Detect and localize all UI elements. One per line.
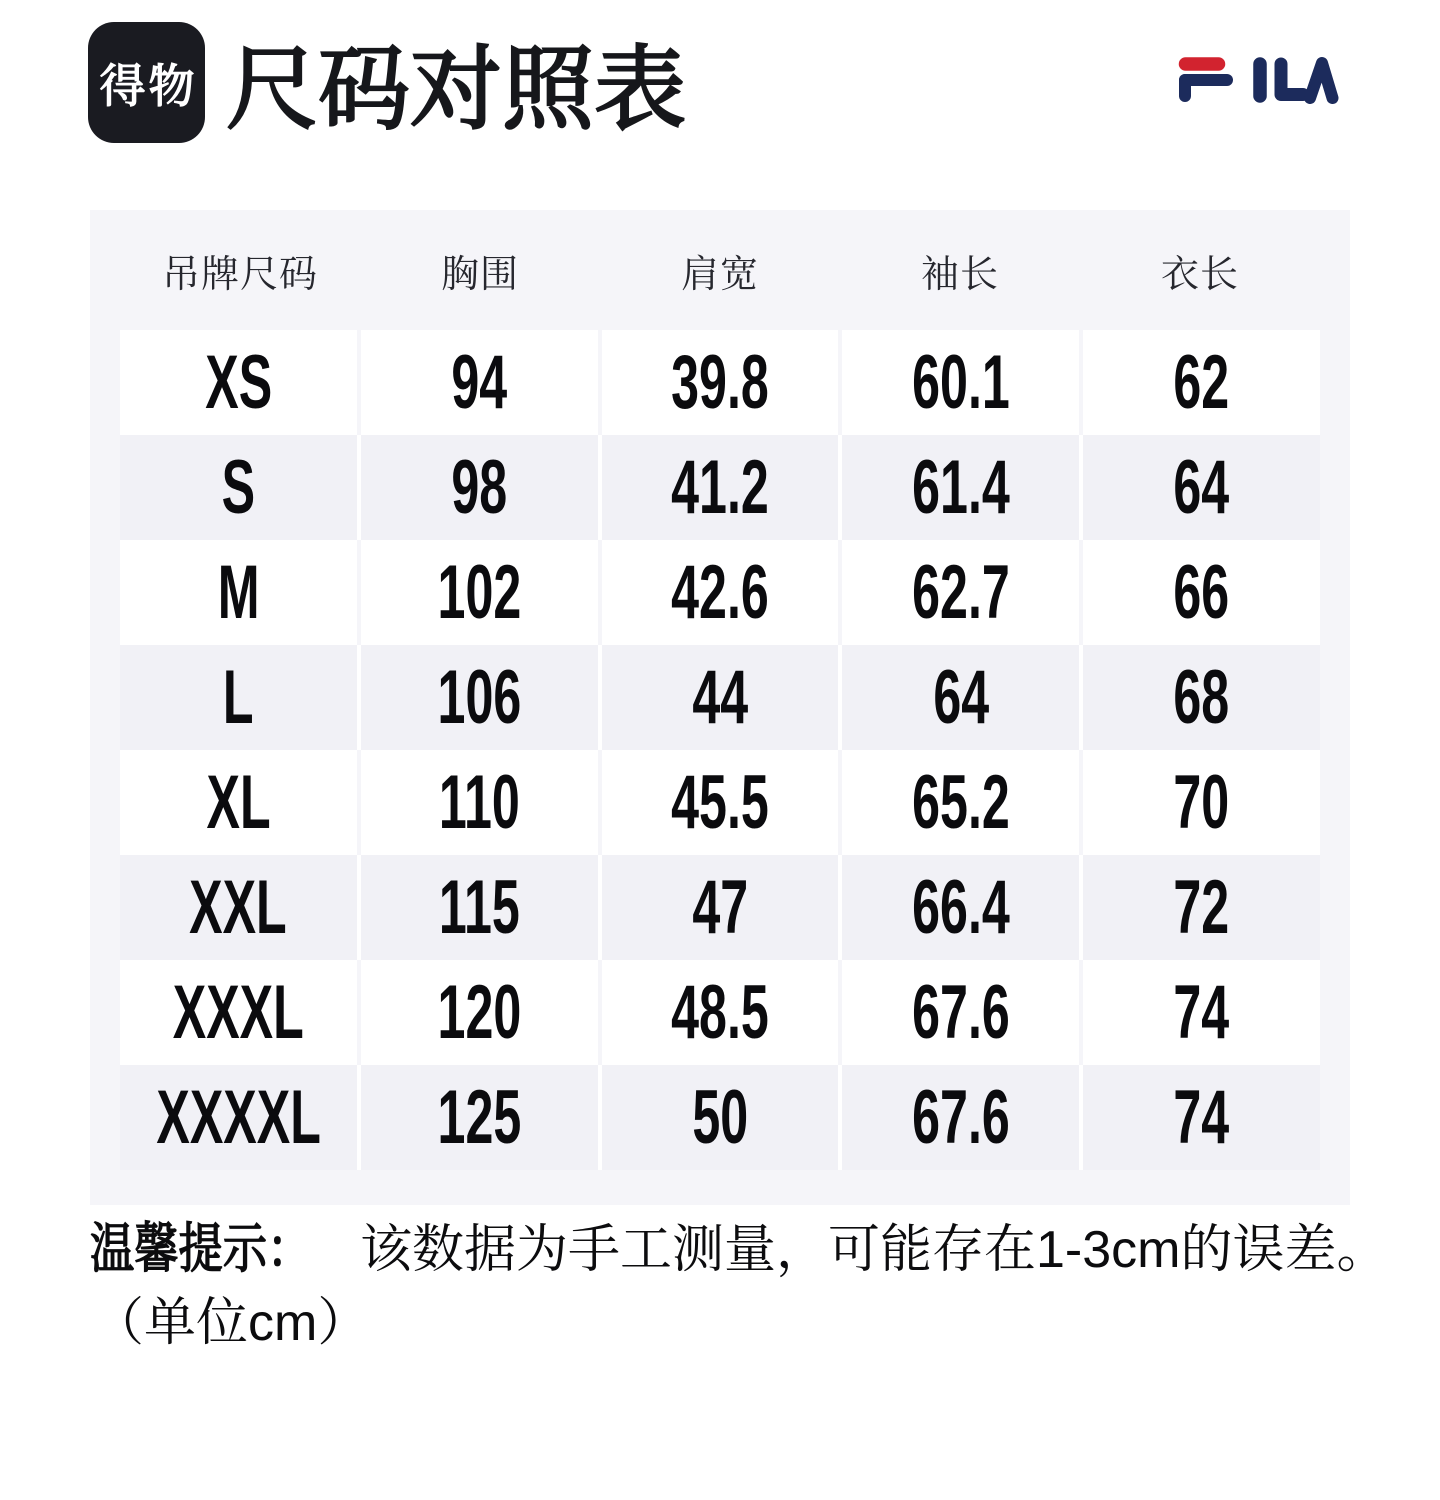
cell-size: S	[120, 435, 357, 540]
cell-sleeve: 67.6	[842, 960, 1079, 1065]
cell-length: 66	[1083, 540, 1320, 645]
cell-sleeve: 60.1	[842, 330, 1079, 435]
cell-shoulder: 47	[602, 855, 839, 960]
cell-shoulder: 48.5	[602, 960, 839, 1065]
cell-size: XXXXL	[120, 1065, 357, 1170]
cell-length: 72	[1083, 855, 1320, 960]
cell-shoulder: 45.5	[602, 750, 839, 855]
note-text: 该数据为手工测量，可能存在1-3cm的误差。	[360, 1221, 1389, 1279]
table-row-xxxxl	[120, 1065, 1320, 1170]
measurement-note	[90, 1218, 1388, 1281]
fila-logo	[1177, 56, 1340, 109]
cell-length: 62	[1083, 330, 1320, 435]
table-row-xl	[120, 750, 1320, 855]
cell-chest: 120	[361, 960, 598, 1065]
cell-size: XXL	[120, 855, 357, 960]
column-header-chest: 胸围	[440, 253, 519, 296]
table-row-s	[120, 435, 1320, 540]
cell-chest: 102	[361, 540, 598, 645]
table-row-xxxl	[120, 960, 1320, 1065]
table-row-m	[120, 540, 1320, 645]
cell-sleeve: 61.4	[842, 435, 1079, 540]
cell-sleeve: 65.2	[842, 750, 1079, 855]
cell-size: XXXL	[120, 960, 357, 1065]
cell-chest: 94	[361, 330, 598, 435]
cell-chest: 106	[361, 645, 598, 750]
cell-chest: 125	[361, 1065, 598, 1170]
cell-length: 74	[1083, 960, 1320, 1065]
cell-sleeve: 62.7	[842, 540, 1079, 645]
cell-chest: 98	[361, 435, 598, 540]
cell-length: 64	[1083, 435, 1320, 540]
cell-size: M	[120, 540, 357, 645]
dewu-logo-text: 得物	[99, 59, 198, 112]
column-header-shoulder: 肩宽	[680, 253, 759, 296]
dewu-logo	[88, 22, 205, 143]
cell-chest: 115	[361, 855, 598, 960]
cell-length: 70	[1083, 750, 1320, 855]
page-title: 尺码对照表	[226, 39, 687, 141]
cell-shoulder: 50	[602, 1065, 839, 1170]
cell-shoulder: 44	[602, 645, 839, 750]
cell-shoulder: 39.8	[602, 330, 839, 435]
cell-shoulder: 41.2	[602, 435, 839, 540]
cell-size: XL	[120, 750, 357, 855]
fila-logo-icon	[1177, 56, 1340, 104]
cell-length: 68	[1083, 645, 1320, 750]
size-table-header-row	[120, 210, 1320, 330]
column-header-tag-size: 吊牌尺码	[161, 253, 318, 296]
cell-chest: 110	[361, 750, 598, 855]
unit-note: （单位cm）	[92, 1294, 370, 1352]
cell-sleeve: 67.6	[842, 1065, 1079, 1170]
note-prefix: 温馨提示：	[90, 1219, 312, 1279]
cell-size: XS	[120, 330, 357, 435]
cell-length: 74	[1083, 1065, 1320, 1170]
cell-sleeve: 64	[842, 645, 1079, 750]
column-header-sleeve: 袖长	[920, 253, 999, 296]
cell-shoulder: 42.6	[602, 540, 839, 645]
cell-size: L	[120, 645, 357, 750]
size-table	[90, 210, 1350, 1205]
table-row-l	[120, 645, 1320, 750]
table-row-xs	[120, 330, 1320, 435]
column-header-length: 衣长	[1160, 253, 1239, 296]
table-row-xxl	[120, 855, 1320, 960]
cell-sleeve: 66.4	[842, 855, 1079, 960]
